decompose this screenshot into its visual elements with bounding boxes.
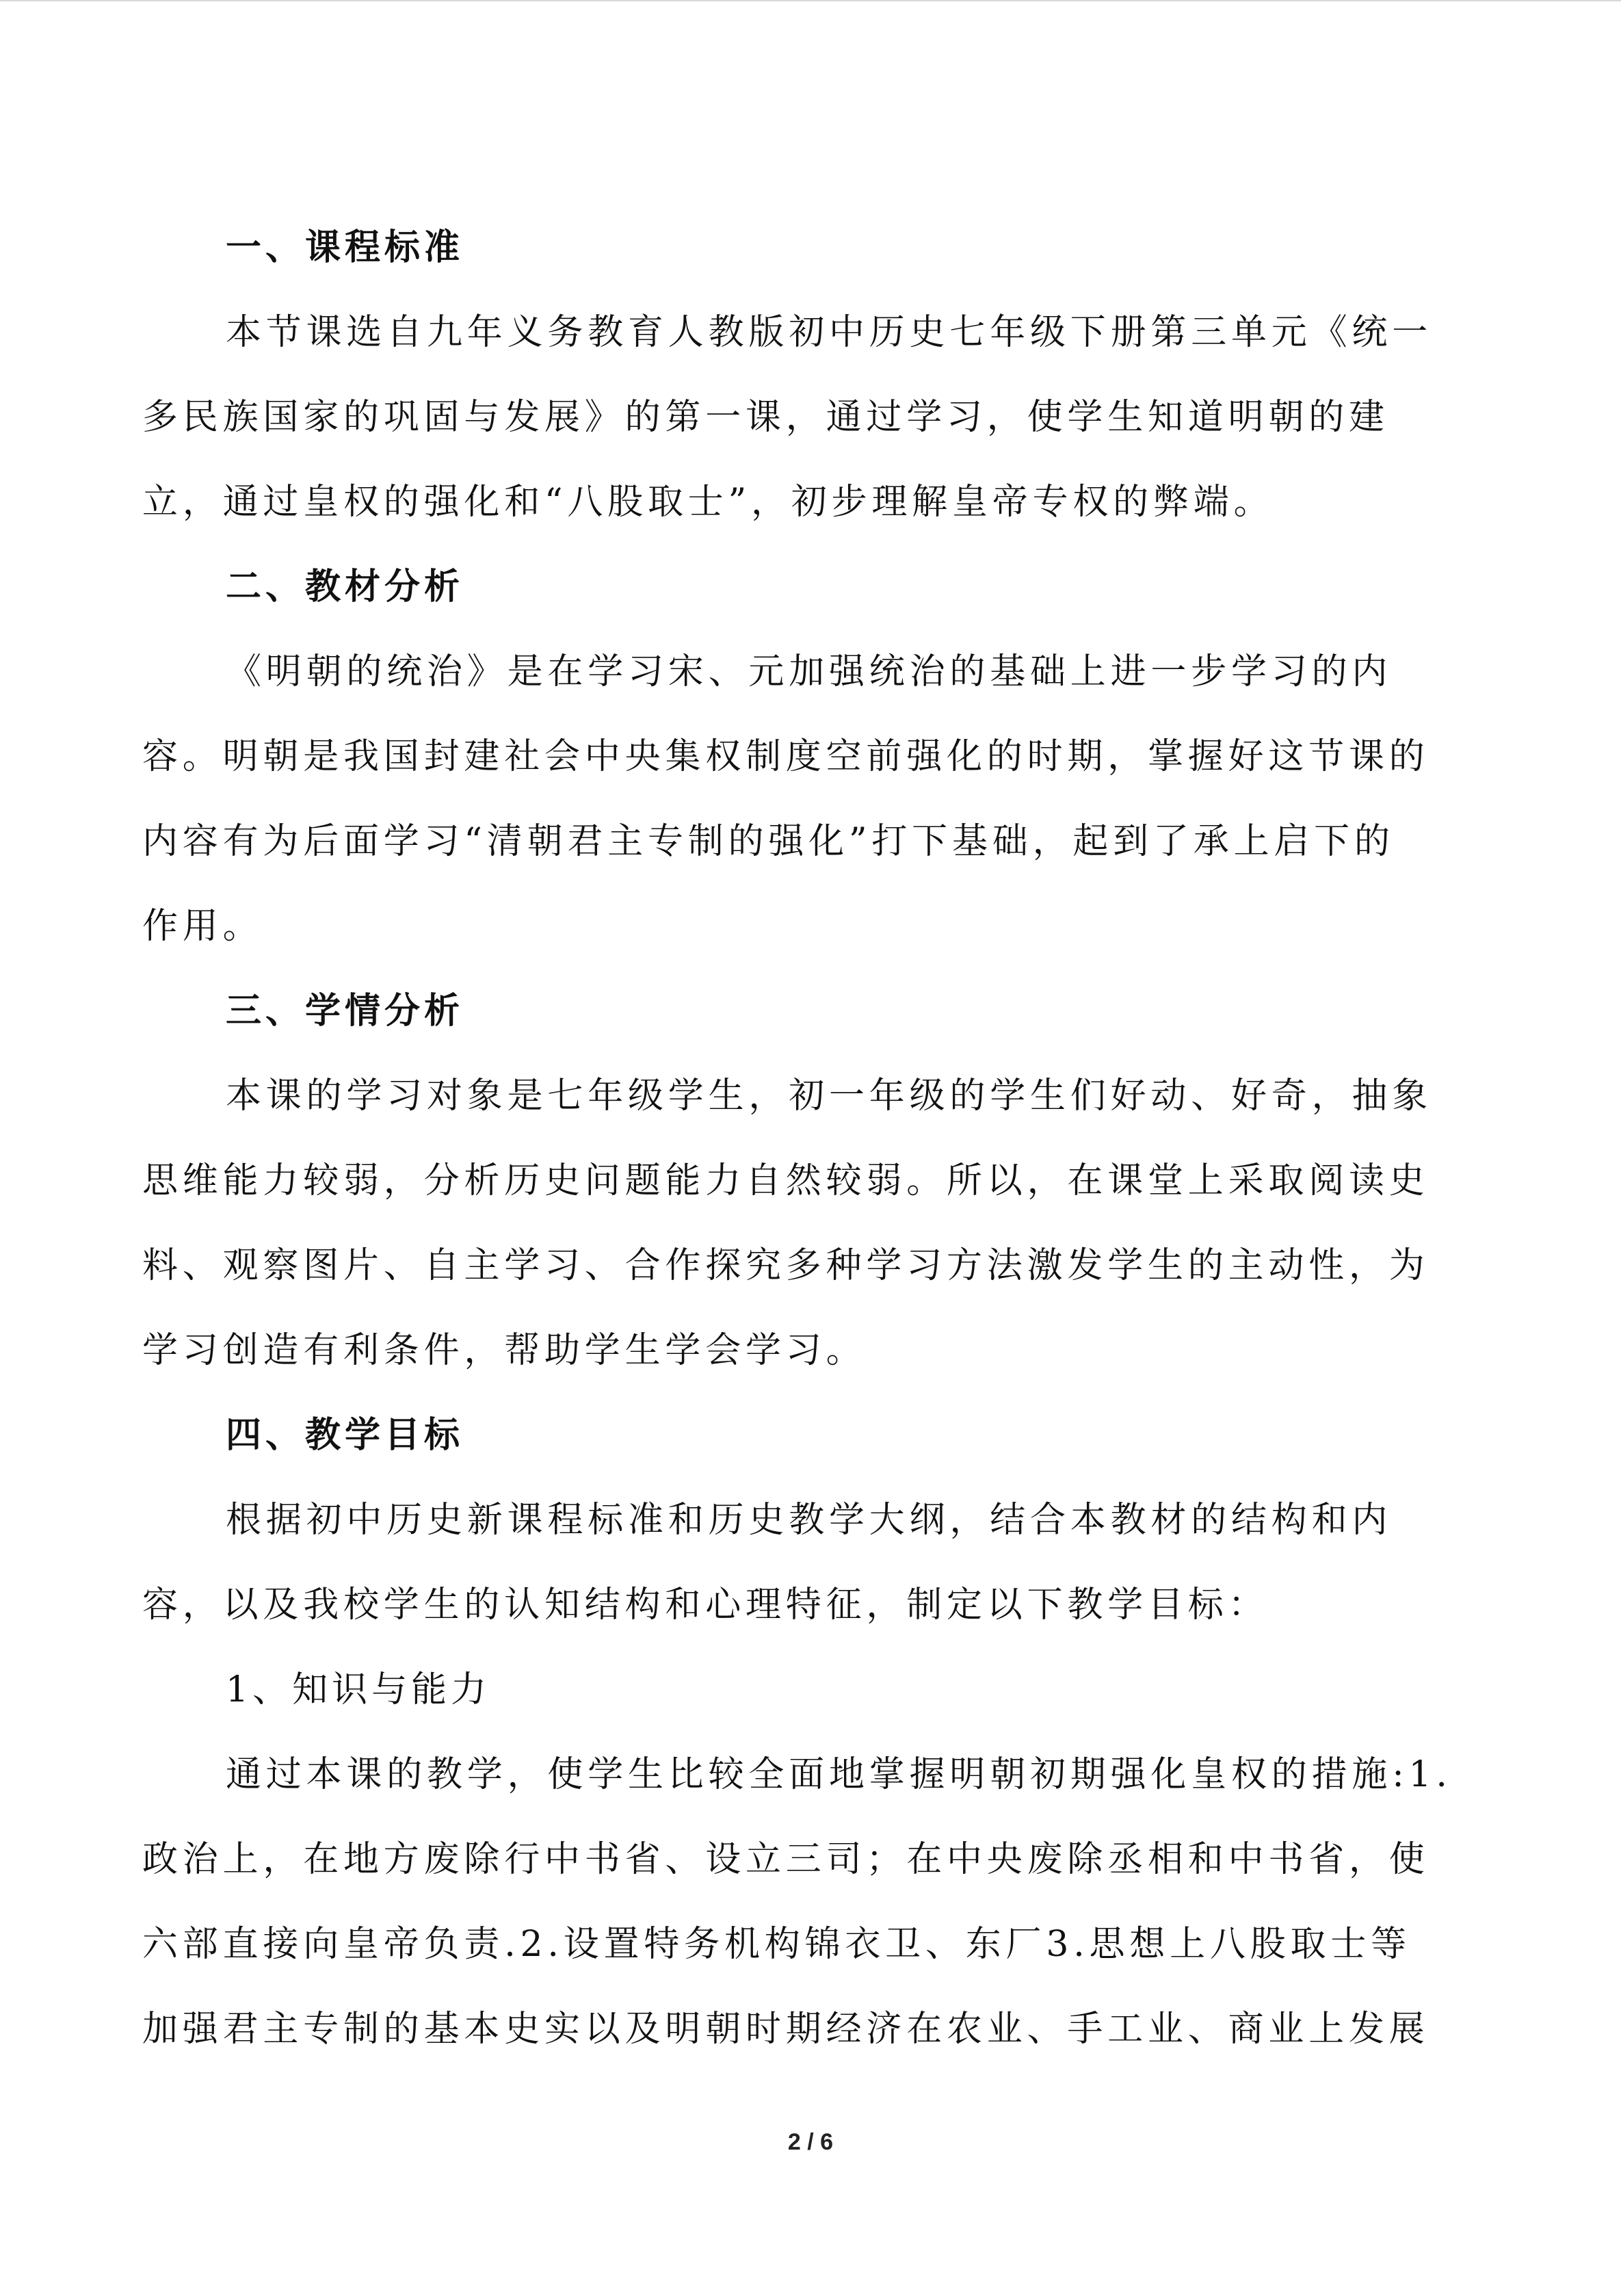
section-teaching-objectives xyxy=(142,1393,1455,2072)
section-heading: 二、教材分析 xyxy=(226,566,464,608)
paragraph-line: 容。明朝是我国封建社会中央集权制度空前强化的时期，掌握好这节课的 xyxy=(142,736,1429,777)
paragraph-line: 多民族国家的巩固与发展》的第一课，通过学习，使学生知道明朝的建 xyxy=(142,397,1389,438)
paragraph-line: 内容有为后面学习“清朝君主专制的强化”打下基础，起到了承上启下的 xyxy=(142,821,1395,862)
paragraph-line: 《明朝的统治》是在学习宋、元加强统治的基础上进一步学习的内 xyxy=(226,651,1393,692)
section-learner-analysis xyxy=(142,969,1455,1393)
section-heading: 三、学情分析 xyxy=(226,990,464,1032)
section-curriculum-standard xyxy=(142,205,1455,545)
paragraph-line: 政治上，在地方废除行中书省、设立三司；在中央废除丞相和中书省，使 xyxy=(142,1839,1429,1880)
paragraph-line: 思维能力较弱，分析历史问题能力自然较弱。所以，在课堂上采取阅读史 xyxy=(142,1160,1429,1201)
paragraph-line: 通过本课的教学，使学生比较全面地掌握明朝初期强化皇权的措施:1. xyxy=(226,1754,1452,1795)
section-heading: 一、课程标准 xyxy=(226,226,464,268)
paragraph-line: 料、观察图片、自主学习、合作探究多种学习方法激发学生的主动性，为 xyxy=(142,1245,1429,1286)
document-body xyxy=(142,205,1455,2072)
paragraph-line: 作用。 xyxy=(142,906,263,947)
paragraph-line: 学习创造有利条件，帮助学生学会学习。 xyxy=(142,1330,867,1371)
paragraph-line: 容，以及我校学生的认知结构和心理特征，制定以下教学目标： xyxy=(142,1584,1269,1626)
paragraph-line: 本节课选自九年义务教育人教版初中历史七年级下册第三单元《统一 xyxy=(226,312,1433,353)
paragraph-line: 加强君主专制的基本史实以及明朝时期经济在农业、手工业、商业上发展 xyxy=(142,2009,1429,2050)
paragraph-line: 本课的学习对象是七年级学生，初一年级的学生们好动、好奇，抽象 xyxy=(226,1075,1433,1117)
section-heading: 四、教学目标 xyxy=(226,1414,464,1456)
section-textbook-analysis xyxy=(142,545,1455,969)
page-number: 2 / 6 xyxy=(787,2129,834,2155)
paragraph-line: 立，通过皇权的强化和“八股取士”，初步理解皇帝专权的弊端。 xyxy=(142,482,1274,523)
paragraph-line: 六部直接向皇帝负责.2.设置特务机构锦衣卫、东厂3.思想上八股取士等 xyxy=(142,1924,1411,1965)
paragraph-line: 根据初中历史新课程标准和历史教学大纲，结合本教材的结构和内 xyxy=(226,1500,1393,1541)
page-top-border xyxy=(0,0,1621,1)
subsection-heading: 1、知识与能力 xyxy=(226,1669,491,1710)
